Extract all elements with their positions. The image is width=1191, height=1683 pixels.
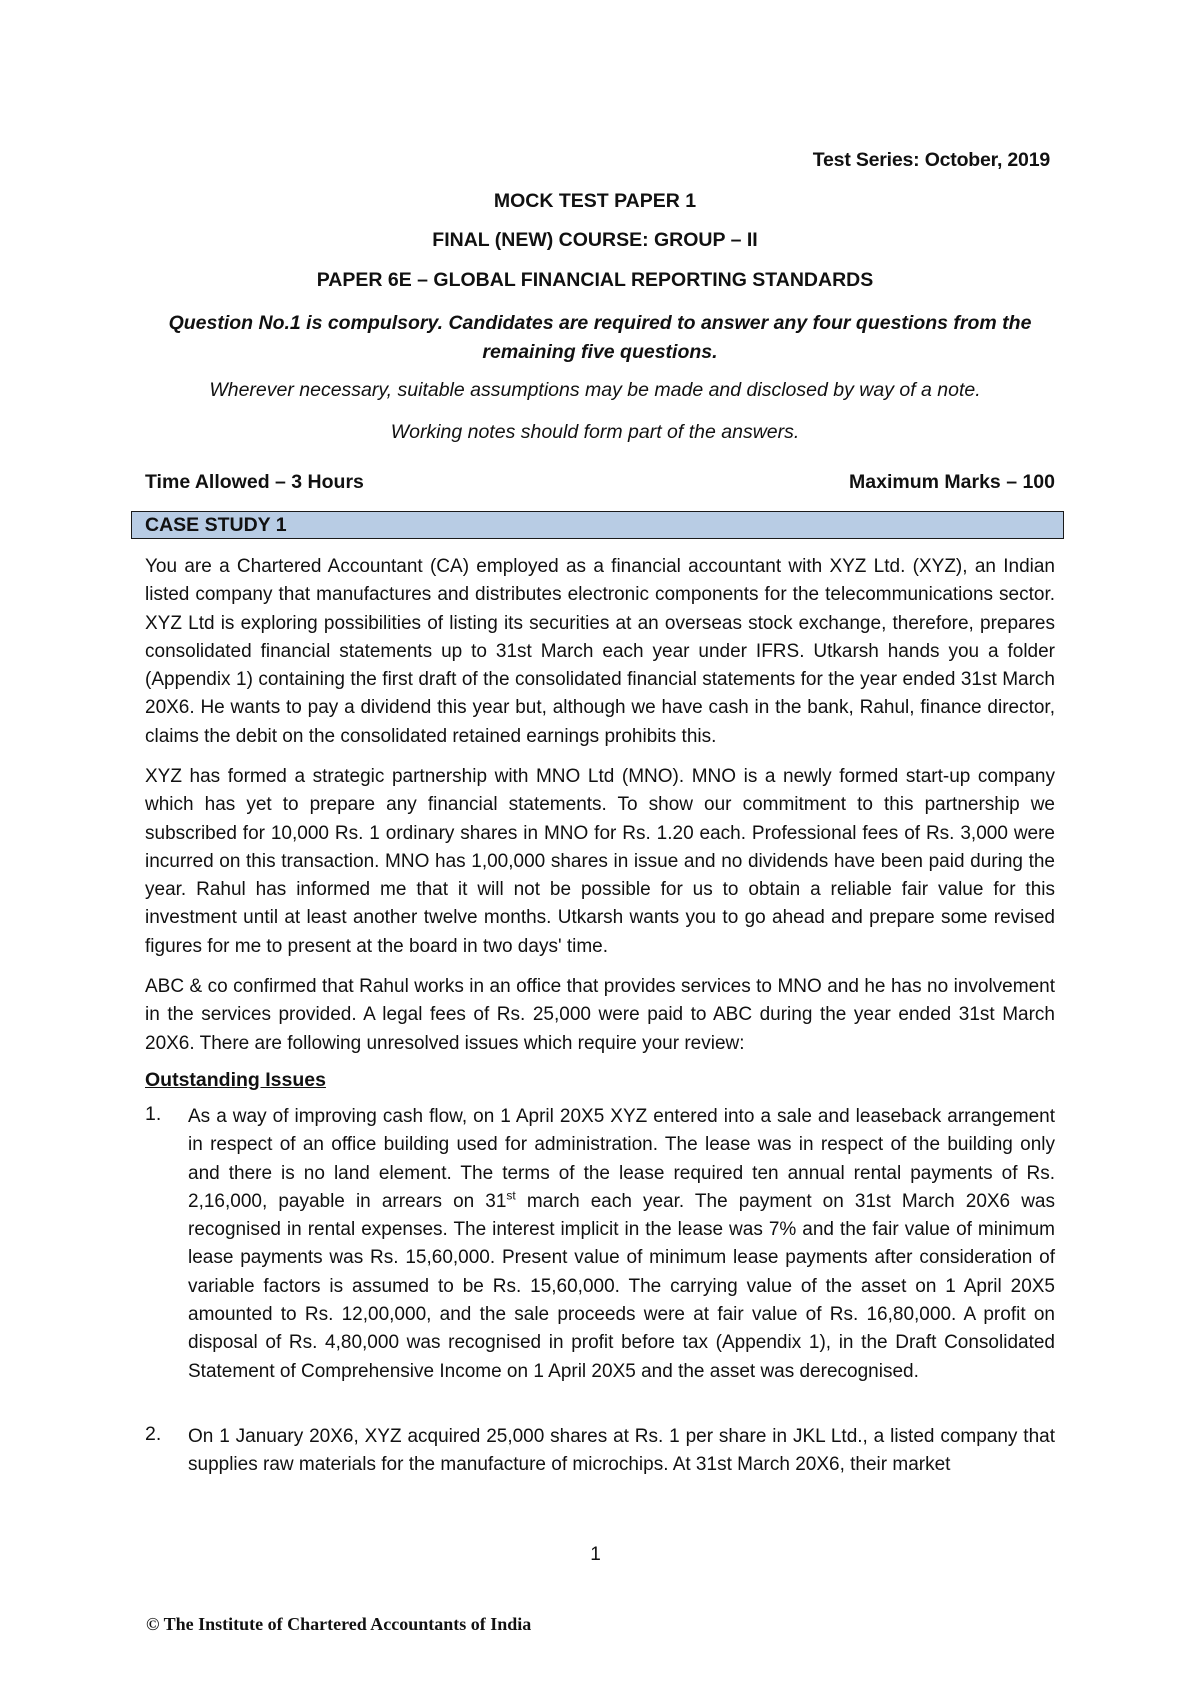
paper-name: PAPER 6E – GLOBAL FINANCIAL REPORTING STANDARDS xyxy=(316,269,874,291)
course-title: FINAL (NEW) COURSE: GROUP – II xyxy=(432,229,758,251)
case-study-heading: CASE STUDY 1 xyxy=(131,511,1064,539)
issue-text xyxy=(188,1103,1055,1386)
maximum-marks: Maximum Marks – 100 xyxy=(849,471,1055,493)
time-marks-row xyxy=(145,471,1055,494)
paper-title: MOCK TEST PAPER 1 xyxy=(493,190,697,212)
assumptions-instruction: Wherever necessary, suitable assumptions may be made and disclosed by way of a note. xyxy=(209,379,981,401)
time-allowed: Time Allowed – 3 Hours xyxy=(145,471,364,493)
issue-number: 2. xyxy=(145,1423,162,1445)
issue-text-part: march each year. The payment on 31st March 20X6 was recognised in rental expenses. The interest implicit in the lease was 7% and the fair value of minimum lease payments was Rs. 15,60,000. Present value of minimum lease payments after consideration of variable factors is assumed to be Rs. 15,60,000. The carrying value of the asset on 1 April 20X5 amounted to Rs. 12,00,000, and the sale proceeds were at fair value of Rs. 16,80,000. A profit on disposal of Rs. 4,80,000 was recognised in profit before tax (Appendix 1), in the Draft Consolidated Statement of Comprehensive Income on 1 April 20X5 and the asset was derecognised. xyxy=(188,1190,1055,1382)
issue-text: On 1 January 20X6, XYZ acquired 25,000 shares at Rs. 1 per share in JKL Ltd., a listed company that supplies raw materials for the manufacture of microchips. At 31st March 20X6, their market xyxy=(188,1426,1055,1476)
page-number: 1 xyxy=(590,1544,601,1565)
case-paragraph-2: XYZ has formed a strategic partnership with MNO Ltd (MNO). MNO is a newly formed start-up company which has yet to prepare any financial statements. To show our commitment to this partnership we subscribed for 10,000 Rs. 1 ordinary shares in MNO for Rs. 1.20 each. Professional fees of Rs. 3,000 were incurred on this transaction. MNO has 1,00,000 shares in issue and no dividends have been paid during the year. Rahul has informed me that it will not be possible for us to obtain a reliable fair value for this investment until at least another twelve months. Utkarsh wants you to go ahead and prepare some revised figures for me to present at the board in two days' time. xyxy=(145,766,1055,957)
test-series-label: Test Series: October, 2019 xyxy=(812,149,1050,171)
case-paragraph-1: You are a Chartered Accountant (CA) employed as a financial accountant with XYZ Ltd. (XYZ), an Indian listed company that manufactures and distributes electronic components for the telecommunications sector. XYZ Ltd is exploring possibilities of listing its securities at an overseas stock exchange, therefore, prepares consolidated financial statements up to 31st March each year under IFRS. Utkarsh hands you a folder (Appendix 1) containing the first draft of the consolidated financial statements for the year ended 31st March 20X6. He wants to pay a dividend this year but, although we have cash in the bank, Rahul, finance director, claims the debit on the consolidated retained earnings prohibits this. xyxy=(145,556,1055,747)
copyright-footer: © The Institute of Chartered Accountants of India xyxy=(146,1614,532,1634)
issue-number: 1. xyxy=(145,1103,162,1125)
case-paragraph-3: ABC & co confirmed that Rahul works in an office that provides services to MNO and he has no involvement in the services provided. A legal fees of Rs. 25,000 were paid to ABC during the year ended 31st March 20X6. There are following unresolved issues which require your review: xyxy=(145,976,1055,1054)
outstanding-issues-heading: Outstanding Issues xyxy=(145,1069,326,1091)
ordinal-superscript: st xyxy=(506,1188,516,1203)
working-notes-instruction: Working notes should form part of the answers. xyxy=(390,421,800,443)
issue-text-part: As a way of improving cash flow, on 1 April 20X5 XYZ entered into a sale and leaseback arrangement in respect of an office building used for administration. The lease was in respect of the building only and there is no land element. The terms of the lease required ten annual rental payments of Rs. 2,16,000, payable in arrears on 31 xyxy=(188,1106,1055,1212)
compulsory-instruction: Question No.1 is compulsory. Candidates are required to answer any four questions from the remaining five questions. xyxy=(168,312,1032,363)
